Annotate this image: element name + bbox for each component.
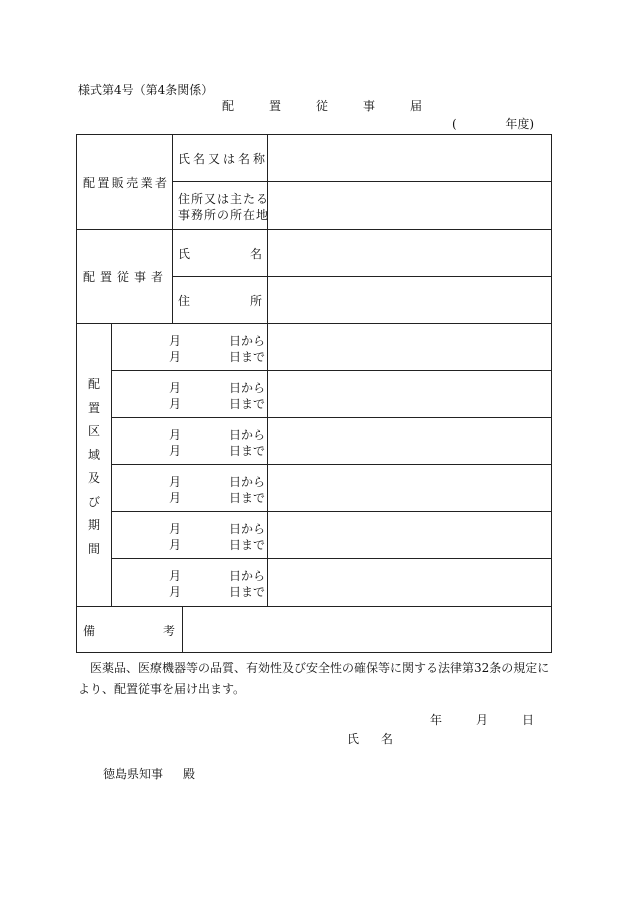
- worker-address-char: 所: [249, 294, 262, 308]
- form-title: [222, 100, 422, 112]
- month-unit: 月: [169, 475, 182, 489]
- month-unit: 月: [169, 491, 182, 505]
- row-divider: [111, 370, 552, 371]
- seller-label-char: 業: [140, 176, 153, 190]
- from-day: 日から: [228, 475, 265, 489]
- worker-name-label: [178, 246, 262, 262]
- day-char: 日: [521, 713, 534, 727]
- remarks-char: 考: [162, 624, 175, 638]
- signer-char: 名: [380, 732, 393, 746]
- month-unit: 月: [169, 397, 182, 411]
- row-divider: [77, 323, 552, 324]
- month-unit: 月: [169, 522, 182, 536]
- month-unit: 月: [169, 334, 182, 348]
- remarks-label: [83, 623, 175, 639]
- area-period-char: 期: [87, 518, 100, 533]
- worker-label: 配置従事者: [83, 270, 169, 284]
- to-day: 日まで: [228, 585, 265, 599]
- worker-name-char: 名: [249, 247, 262, 261]
- month-unit: 月: [169, 585, 182, 599]
- to-day: 日まで: [228, 397, 265, 411]
- seller-label-char: 配: [83, 176, 96, 190]
- area-period-char: 置: [87, 400, 100, 415]
- month-unit: 月: [169, 381, 182, 395]
- col-divider: [111, 323, 112, 606]
- from-day: 日から: [228, 381, 265, 395]
- period-row: [169, 474, 265, 506]
- area-period-label: [83, 375, 105, 557]
- row-divider: [111, 511, 552, 512]
- seller-label-char: 販: [111, 176, 124, 190]
- from-day: 日から: [228, 569, 265, 583]
- signer-name-label: [347, 733, 393, 745]
- col-divider: [182, 606, 183, 653]
- month-unit: 月: [169, 444, 182, 458]
- addressee-name: 徳島県知事: [103, 767, 164, 781]
- row-divider: [77, 229, 552, 230]
- seller-label-char: 置: [97, 176, 110, 190]
- seller-label-char: 売: [126, 176, 139, 190]
- year-char: 年: [430, 713, 443, 727]
- from-day: 日から: [228, 428, 265, 442]
- worker-address-label: [178, 293, 262, 309]
- area-period-char: 及: [87, 471, 100, 486]
- declaration-statement: 医薬品、医療機器等の品質、有効性及び安全性の確保等に関する法律第32条の規定により、配置従事を届け出ます。: [78, 661, 550, 696]
- row-divider: [111, 464, 552, 465]
- signer-char: 氏: [347, 732, 360, 746]
- seller-name-label: 氏名又は名称: [178, 152, 269, 166]
- submission-date: [430, 714, 534, 726]
- to-day: 日まで: [228, 491, 265, 505]
- worker-name-char: 氏: [178, 247, 191, 261]
- month-char: 月: [475, 713, 488, 727]
- seller-label: [83, 175, 167, 191]
- title-char: 事: [362, 99, 375, 113]
- area-period-char: 間: [87, 541, 100, 556]
- title-char: 配: [222, 99, 235, 113]
- period-row: [169, 427, 265, 459]
- month-unit: 月: [169, 428, 182, 442]
- row-divider: [172, 276, 552, 277]
- fiscal-year-open: (: [452, 117, 457, 131]
- to-day: 日まで: [228, 538, 265, 552]
- period-row: [169, 380, 265, 412]
- from-day: 日から: [228, 522, 265, 536]
- period-row: [169, 333, 265, 365]
- fiscal-year-label: 年度): [505, 117, 534, 131]
- addressee: [103, 768, 195, 780]
- area-period-char: び: [87, 494, 100, 509]
- to-day: 日まで: [228, 350, 265, 364]
- seller-address-label-2: 事務所の所在地: [178, 208, 270, 222]
- row-divider: [77, 606, 552, 607]
- form-number: 様式第4号（第4条関係）: [78, 83, 214, 97]
- title-char: 届: [409, 99, 422, 113]
- remarks-char: 備: [83, 624, 96, 638]
- declaration-table: [76, 134, 552, 653]
- to-day: 日まで: [228, 444, 265, 458]
- period-row: [169, 568, 265, 600]
- seller-label-char: 者: [154, 176, 167, 190]
- period-row: [169, 521, 265, 553]
- addressee-honorific: 殿: [183, 767, 196, 781]
- area-period-char: 域: [87, 447, 100, 462]
- col-divider: [172, 135, 173, 323]
- month-unit: 月: [169, 569, 182, 583]
- seller-address-label-1: 住所又は主たる: [178, 192, 270, 206]
- row-divider: [111, 417, 552, 418]
- fiscal-year: [452, 118, 534, 130]
- area-period-char: 区: [87, 424, 100, 439]
- row-divider: [172, 181, 552, 182]
- from-day: 日から: [228, 334, 265, 348]
- worker-address-char: 住: [178, 294, 191, 308]
- area-period-char: 配: [87, 377, 100, 391]
- title-char: 置: [268, 99, 281, 113]
- row-divider: [111, 558, 552, 559]
- month-unit: 月: [169, 350, 182, 364]
- month-unit: 月: [169, 538, 182, 552]
- title-char: 従: [315, 99, 328, 113]
